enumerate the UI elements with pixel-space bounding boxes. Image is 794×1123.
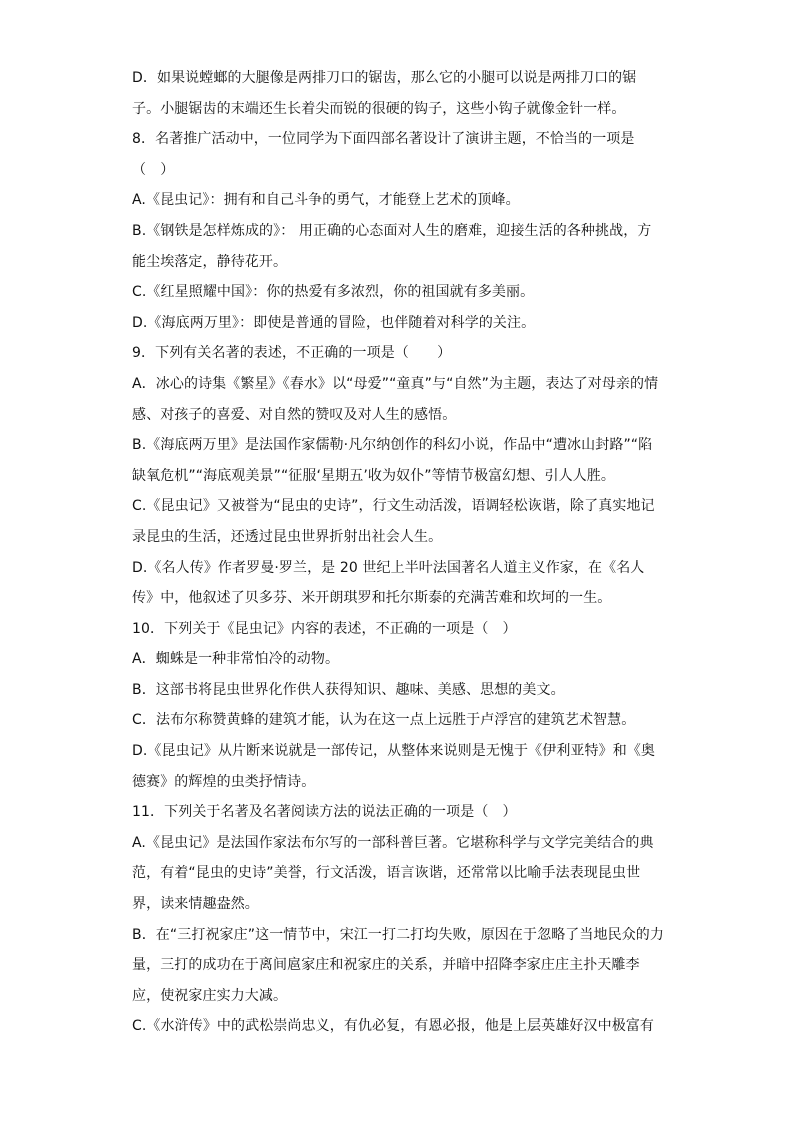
text-line: 德赛》的辉煌的虫类抒情诗。	[132, 773, 316, 790]
option-a: A．冰心的诗集《繁星》《春水》以“母爱”“童真”与“自然”为主题，表达了对母亲的情	[132, 375, 659, 392]
option-b: B.《海底两万里》是法国作家儒勒·凡尔纳创作的科幻小说，作品中“遭冰山封路”“陷	[132, 437, 653, 454]
option-a: A.《昆虫记》：拥有和自己斗争的勇气，才能登上艺术的顶峰。	[132, 192, 520, 209]
text-line: 缺氧危机”“海底观美景”“征服‘星期五’收为奴仆”等情节极富幻想、引人人胜。	[132, 467, 615, 484]
option-a: A.《昆虫记》是法国作家法布尔写的一部科普巨著。它堪称科学与文学完美结合的典	[132, 834, 654, 851]
option-b: B.《钢铁是怎样炼成的》： 用正确的心态面对人生的磨难，迎接生活的各种挑战，方	[132, 222, 652, 239]
question-11-stem: 11．下列关于名著及名著阅读方法的说法正确的一项是（ ）	[132, 804, 517, 821]
text-line: 范，有着“昆虫的史诗”美誉，行文活泼，语言诙谐，还常常以比喻手法表现昆虫世	[132, 865, 641, 882]
text-line: 录昆虫的生活，还透过昆虫世界折射出社会人生。	[132, 528, 443, 545]
question-10-stem: 10．下列关于《昆虫记》内容的表述，不正确的一项是（ ）	[132, 620, 517, 637]
option-c: C.《红星照耀中国》：你的热爱有多浓烈，你的祖国就有多美丽。	[132, 284, 535, 301]
text-line: 应，使祝家庄实力大减。	[132, 987, 288, 1004]
text-line: 子。小腿锯齿的末端还生长着尖而锐的很硬的钩子，这些小钩子就像金针一样。	[132, 100, 626, 117]
option-b: B．在“三打祝家庄”这一情节中，宋江一打二打均失败，原因在于忽略了当地民众的力	[132, 926, 665, 943]
text-line: 感、对孩子的喜爱、对自然的赞叹及对人生的感悟。	[132, 406, 457, 423]
text-line: 界，读来情趣盎然。	[132, 896, 259, 913]
option-d: D.《昆虫记》从片断来说就是一部传记，从整体来说则是无愧于《伊利亚特》和《奥	[132, 743, 656, 760]
answer-blank: （ ）	[132, 161, 175, 178]
option-a: A．蜘蛛是一种非常怕冷的动物。	[132, 651, 340, 668]
text-line: 能尘埃落定，静待花开。	[132, 253, 288, 270]
question-8-stem: 8．名著推广活动中，一位同学为下面四部名著设计了演讲主题，不恰当的一项是	[132, 131, 635, 148]
text-line: 量，三打的成功在于离间扈家庄和祝家庄的关系，并暗中招降李家庄庄主扑天雕李	[132, 957, 640, 974]
option-d: D.《名人传》作者罗曼·罗兰，是 20 世纪上半叶法国著名人道主义作家，在《名人	[132, 559, 645, 576]
option-b: B．这部书将昆虫世界化作供人获得知识、趣味、美感、思想的美文。	[132, 681, 565, 698]
question-9-stem: 9．下列有关名著的表述，不正确的一项是（ ）	[132, 345, 452, 362]
option-d: D.《海底两万里》：即使是普通的冒险，也伴随着对科学的关注。	[132, 314, 536, 331]
text-line: D．如果说螳螂的大腿像是两排刀口的锯齿，那么它的小腿可以说是两排刀口的锯	[132, 70, 637, 86]
option-c: C.《昆虫记》又被誉为“昆虫的史诗”，行文生动活泼，语调轻松诙谐，除了真实地记	[132, 498, 655, 515]
option-c: C.《水浒传》中的武松崇尚忠义，有仇必复，有恩必报，他是上层英雄好汉中极富有	[132, 1018, 655, 1035]
option-c: C．法布尔称赞黄蜂的建筑才能，认为在这一点上远胜于卢浮宫的建筑艺术智慧。	[132, 712, 636, 729]
document-body	[132, 63, 667, 1042]
text-line: 传》中，他叙述了贝多芬、米开朗琪罗和托尔斯泰的充满苦难和坎坷的一生。	[132, 590, 612, 607]
